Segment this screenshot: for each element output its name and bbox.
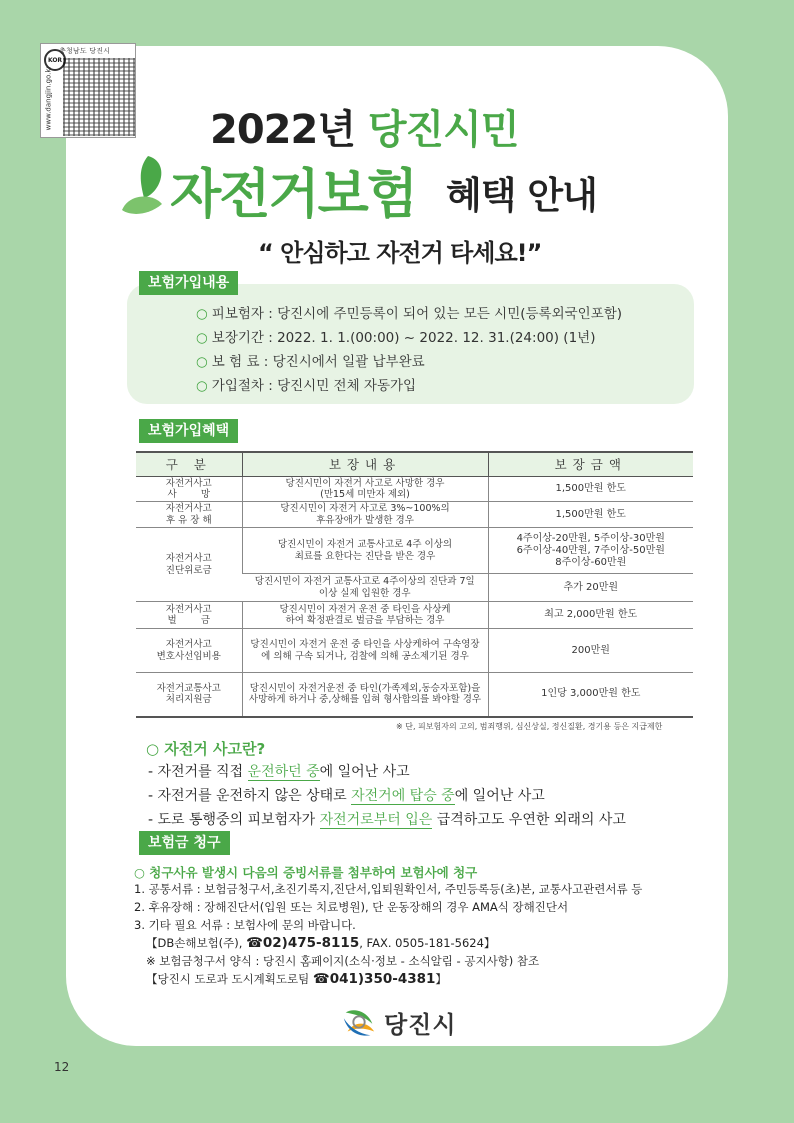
- table-row: [136, 629, 693, 673]
- list-item: ○ 보 험 료 : 당진시에서 일괄 납부완료: [196, 354, 425, 370]
- row-category: 자전거사고 후 유 장 해: [136, 502, 242, 528]
- table-row: [136, 476, 693, 502]
- row-amount: 1인당 3,000만원 한도: [488, 673, 693, 717]
- qr-codes-icon: [63, 58, 135, 136]
- page-number: 12: [54, 1060, 70, 1074]
- insurer-contact: 【DB손해보험(주), ☎02)475-8115, FAX. 0505-181-5624】: [146, 935, 496, 951]
- row-category: 자전거사고 벌 금: [136, 602, 242, 629]
- join-heading: 보험가입내용: [139, 271, 238, 295]
- list-item: ○ 보장기간 : 2022. 1. 1.(00:00) ~ 2022. 12. 31.(24:00) (1년): [196, 330, 596, 346]
- row-category: 자전거사고 변호사선임비용: [136, 629, 242, 673]
- table-row: [136, 602, 693, 629]
- table-row: [136, 673, 693, 717]
- table-footnote: ※ 단, 피보험자의 고의, 범죄행위, 심신상실, 정신질환, 경기용 등은 지급제한: [396, 722, 663, 731]
- list-item: - 도로 통행중의 피보험자가 자전거로부터 입은 급격하고도 우연한 외래의 사고: [148, 812, 626, 828]
- list-item: ○ 가입절차 : 당진시민 전체 자동가입: [196, 378, 417, 394]
- title-year: 2022년: [210, 107, 355, 153]
- benefit-table: [136, 451, 693, 718]
- join-list: [196, 302, 622, 398]
- row-content: 당진시민이 자전거 운전 중 타인을 사상케하여 구속영장 에 의해 구속 되거나, 검찰에 의해 공소제기된 경우: [242, 629, 488, 673]
- dept-contact: 【당진시 도로과 도시계획도로팀 ☎041)350-4381】: [146, 971, 447, 987]
- benefit-heading: 보험가입혜택: [139, 419, 238, 443]
- list-item: 1. 공통서류 : 보험금청구서,초진기록지,진단서,입퇴원확인서, 주민등록등(초)본, 교통사고관련서류 등: [134, 882, 643, 896]
- list-item: 2. 후유장해 : 장해진단서(입원 또는 치료병원), 단 운동장해의 경우 AMA식 장해진단서: [134, 900, 569, 914]
- table-row: [136, 528, 693, 574]
- form-note: ※ 보험금청구서 양식 : 당진시 홈페이지(소식·정보 - 소식알림 - 공지사항) 참조: [146, 954, 540, 968]
- header-amount: 보장금액: [488, 452, 693, 476]
- logo-text: 당진시: [384, 1010, 457, 1039]
- claim-heading: 보험금 청구: [139, 831, 230, 855]
- row-category: 자전거사고 사 망: [136, 476, 242, 502]
- row-content: 당진시민이 자전거 사고로 사망한 경우 (만15세 미만자 제외): [242, 476, 488, 502]
- circle-bullet-icon: ○: [196, 378, 208, 394]
- title-rest: 혜택 안내: [446, 174, 597, 217]
- dept-phone: ☎041)350-4381: [312, 971, 436, 987]
- list-item: ○ 피보험자 : 당진시에 주민등록이 되어 있는 모든 시민(등록외국인포함): [196, 306, 623, 322]
- kor-badge: KOR: [44, 49, 66, 71]
- insurer-phone: ☎02)475-8115: [246, 935, 360, 951]
- table-header-row: [136, 452, 693, 476]
- row-content: 당진시민이 자전거 교통사고로 4주 이상의 최료를 요한다는 진단을 받은 경우: [242, 528, 488, 574]
- header-category: 구 분: [136, 452, 242, 476]
- list-item: - 자전거를 운전하지 않은 상태로 자전거에 탑승 중에 일어난 사고: [148, 788, 545, 804]
- row-category: 자전거교통사고 처리지원금: [136, 673, 242, 717]
- row-category: 자전거사고 진단위로금: [136, 528, 242, 602]
- certification-qr[interactable]: [40, 43, 136, 138]
- dangjin-emblem-icon: [340, 1003, 378, 1041]
- row-amount: 200만원: [488, 629, 693, 673]
- subtitle: “ 안심하고 자전거 타세요!”: [258, 239, 542, 267]
- title-city: 당진시민: [367, 107, 519, 153]
- row-amount: 최고 2,000만원 한도: [488, 602, 693, 629]
- row-amount: 4주이상-20만원, 5주이상-30만원 6주이상-40만원, 7주이상-50만원 8주이상-60만원: [488, 528, 693, 574]
- accident-title: ○ 자전거 사고란?: [146, 740, 266, 758]
- circle-bullet-icon: ○: [196, 354, 208, 370]
- row-amount: 추가 20만원: [488, 574, 693, 602]
- table-row: [136, 502, 693, 528]
- row-amount: 1,500만원 한도: [488, 476, 693, 502]
- claim-list: [134, 880, 642, 988]
- cert-label: 충청남도 당진시: [59, 47, 111, 55]
- list-item: 3. 기타 필요 서류 : 보험사에 문의 바랍니다.: [134, 918, 356, 932]
- circle-bullet-icon: ○: [196, 306, 208, 322]
- header-content: 보장내용: [242, 452, 488, 476]
- row-amount: 1,500만원 한도: [488, 502, 693, 528]
- cert-url: www.dangjin.go.kr: [44, 65, 53, 131]
- accident-list: [148, 760, 626, 832]
- row-content: 당진시민이 자전거운전 중 타인(가족제외,동승자포함)을 사망하게 하거나 중,상해를 입혀 형사합의를 봐야할 경우: [242, 673, 488, 717]
- row-content: 당진시민이 자전거 사고로 3%~100%의 후유장애가 발생한 경우: [242, 502, 488, 528]
- circle-bullet-icon: ○: [196, 330, 208, 346]
- row-content: 당진시민이 자전거 교통사고로 4주이상의 진단과 7일 이상 실제 입원한 경우: [242, 574, 488, 602]
- claim-title: ○ 청구사유 발생시 다음의 증빙서류를 첨부하여 보험사에 청구: [134, 865, 478, 880]
- title-main: 자전거보험: [170, 164, 416, 225]
- row-content: 당진시민이 자전거 운전 중 타인을 사상케 하여 확정판결로 벌금을 부담하는 경우: [242, 602, 488, 629]
- dangjin-logo: [340, 1003, 457, 1041]
- leaf-icon: [118, 152, 174, 218]
- list-item: - 자전거를 직접 운전하던 중에 일어난 사고: [148, 764, 410, 780]
- title-line-1: [210, 98, 518, 155]
